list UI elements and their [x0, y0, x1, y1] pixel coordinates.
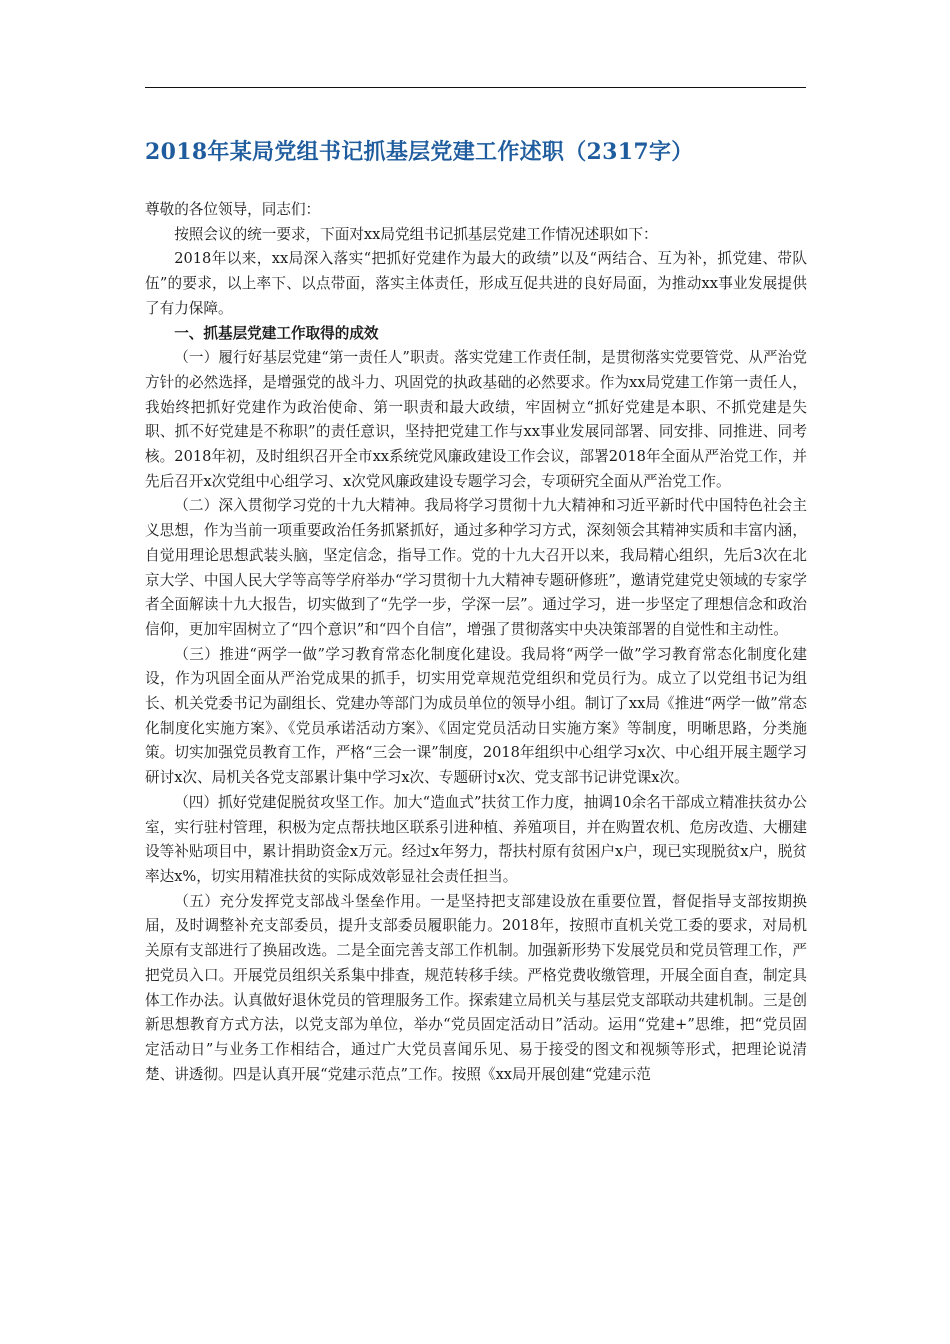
document-title: 2018年某局党组书记抓基层党建工作述职（2317字） — [145, 139, 694, 165]
intro-paragraph: 按照会议的统一要求，下面对xx局党组书记抓基层党建工作情况述职如下： — [174, 225, 658, 243]
item-paragraph-2: （二）深入贯彻学习党的十九大精神。我局将学习贯彻十九大精神和习近平新时代中国特色社会主义思想，作为当前一项重要政治任务抓紧抓好，通过多种学习方式，深刻领会其精神实质和丰富内涵，自觉用理论思想武装头脑，坚定信念，指导工作。党的十九大召开以来，我局精心组织，先后3次在北京大学、中国人民大学等高等学府举办“学习贯彻十九大精神专题研修班”，邀请党建党史领域的专家学者全面解读十九大报告，切实做到了“先学一步，学深一层”。通过学习，进一步坚定了理想信念和政治信仰，更加牢固树立了“四个意识”和“四个自信”，增强了贯彻落实中央决策部署的自觉性和主动性。 — [145, 497, 807, 638]
header-rule — [145, 87, 806, 88]
salutation: 尊敬的各位领导，同志们： — [145, 201, 321, 218]
item-paragraph-1: （一）履行好基层党建“第一责任人”职责。落实党建工作责任制，是贯彻落实党要管党、从严治党方针的必然选择，是增强党的战斗力、巩固党的执政基础的必然要求。作为xx局党建工作第一责任人，我始终把抓好党建作为政治使命、第一职责和最大政绩，牢固树立“抓好党建是本职、不抓党建是失职、抓不好党建是不称职”的责任意识，坚持把党建工作与xx事业发展同部署、同安排、同推进、同考核。2018年初，及时组织召开全市xx系统党风廉政建设工作会议，部署2018年全面从严治党工作，并先后召开x次党组中心组学习、x次党风廉政建设专题学习会，专项研究全面从严治党工作。 — [145, 349, 807, 490]
document-body — [145, 198, 807, 1087]
item-paragraph-5: （五）充分发挥党支部战斗堡垒作用。一是坚持把支部建设放在重要位置，督促指导支部按期换届，及时调整补充支部委员，提升支部委员履职能力。2018年，按照市直机关党工委的要求，对局机关原有支部进行了换届改选。二是全面完善支部工作机制。加强新形势下发展党员和党员管理工作，严把党员入口。开展党员组织关系集中排查，规范转移手续。严格党费收缴管理，开展全面自查，制定具体工作办法。认真做好退休党员的管理服务工作。探索建立局机关与基层党支部联动共建机制。三是创新思想教育方式方法，以党支部为单位，举办“党员固定活动日”活动。运用“党建+”思维，把“党员固定活动日”与业务工作相结合，通过广大党员喜闻乐见、易于接受的图文和视频等形式，把理论说清楚、讲透彻。四是认真开展“党建示范点”工作。按照《xx局开展创建“党建示范 — [145, 892, 807, 1083]
section-heading: 一、抓基层党建工作取得的成效 — [174, 324, 379, 342]
overview-paragraph: 2018年以来，xx局深入落实“把抓好党建作为最大的政绩”以及“两结合、互为补，抓党建、带队伍”的要求，以上率下、以点带面，落实主体责任，形成互促共进的良好局面，为推动xx事业发展提供了有力保障。 — [145, 250, 807, 317]
item-paragraph-3: （三）推进“两学一做”学习教育常态化制度化建设。我局将“两学一做”学习教育常态化制度化建设，作为巩固全面从严治党成果的抓手，切实用党章规范党组织和党员行为。成立了以党组书记为组长、机关党委书记为副组长、党建办等部门为成员单位的领导小组。制订了xx局《推进“两学一做”常态化制度化实施方案》、《党员承诺活动方案》、《固定党员活动日实施方案》等制度，明晰思路，分类施策。切实加强党员教育工作，严格“三会一课”制度，2018年组织中心组学习x次、中心组开展主题学习研讨x次、局机关各党支部累计集中学习x次、专题研讨x次、党支部书记讲党课x次。 — [145, 645, 807, 787]
item-paragraph-4: （四）抓好党建促脱贫攻坚工作。加大“造血式”扶贫工作力度，抽调10余名干部成立精准扶贫办公室，实行驻村管理，积极为定点帮扶地区联系引进种植、养殖项目，并在购置农机、危房改造、大棚建设等补贴项目中，累计捐助资金x万元。经过x年努力，帮扶村原有贫困户x户，现已实现脱贫x户，脱贫率达x%，切实用精准扶贫的实际成效彰显社会责任担当。 — [145, 793, 807, 885]
